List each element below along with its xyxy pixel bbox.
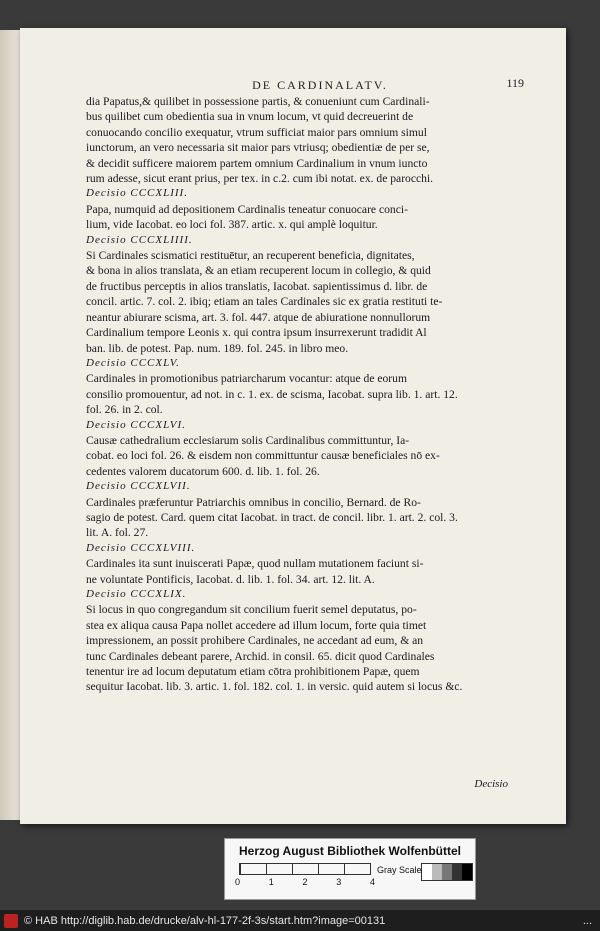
gray-swatch — [432, 864, 442, 880]
text-line: bus quilibet cum obedientia sua in vnum locum, vt quid decreuerint de — [86, 110, 414, 124]
text-line: Cardinales ita sunt inuiscerati Papæ, quod nullam mutationem faciunt si- — [86, 557, 424, 571]
text-line: lium, vide Iacobat. eo loci fol. 387. artic. x. qui amplè loquitur. — [86, 218, 378, 232]
text-line: ne voluntate Pontificis, Iacobat. d. lib. 1. fol. 34. art. 12. lit. A. — [86, 572, 375, 586]
text-line: iunctorum, an vero necessaria sit maior pars vtriusq; obedientiæ de per se, — [86, 141, 430, 155]
ruler-number: 0 — [235, 877, 241, 887]
gray-swatch — [452, 864, 462, 880]
gray-scale-label: Gray Scale — [377, 865, 422, 875]
library-label-card — [224, 838, 476, 900]
paragraph — [86, 495, 506, 541]
text-line: Cardinales in promotionibus patriarcharum vocantur: atque de eorum — [86, 372, 407, 386]
hab-logo-icon — [4, 914, 18, 928]
text-line: Si Cardinales scismatici restituētur, an recuperent beneficia, dignitates, — [86, 249, 415, 263]
text-line: impressionem, an possit prohibere Cardinales, ne accedant ad eum, & an — [86, 634, 424, 648]
gray-swatch — [442, 864, 452, 880]
previous-page-edge — [0, 30, 20, 820]
text-line: Cardinalium tempore Leonis x. qui contra ipsum insurrexerunt tradidit Al — [86, 326, 427, 340]
folio-number: 119 — [506, 76, 524, 90]
text-line: dia Papatus,& quilibet in possessione partis, & conueniunt cum Cardinali- — [86, 95, 430, 108]
page-text — [86, 94, 506, 695]
text-line: neantur abiurare scisma, art. 3. fol. 447. atque de abiuratione nonnullorum — [86, 310, 431, 324]
decisio-heading: Decisio CCCXLIII. — [86, 187, 188, 200]
paragraph — [86, 248, 506, 356]
paragraph — [86, 602, 506, 694]
running-head: DE CARDINALATV. — [252, 78, 388, 92]
library-label-title: Herzog August Bibliothek Wolfenbüttel — [239, 844, 461, 858]
gray-scale-swatches — [421, 863, 473, 881]
text-line: & bona in alios translata, & an etiam recuperent locum in collegio, & quid — [86, 264, 431, 278]
text-line: stea ex aliqua causa Papa nollet accedere ad illum locum, forte quia timet — [86, 618, 427, 632]
text-line: Papa, numquid ad depositionem Cardinalis teneatur conuocare conci- — [86, 202, 408, 216]
text-line: sequitur Iacobat. lib. 3. artic. 1. fol. 182. col. 1. in versic. quid autem si locus &c. — [86, 680, 463, 694]
text-line: sagio de potest. Card. quem citat Iacobat. in tract. de concil. libr. 1. art. 2. col. 3. — [86, 510, 458, 524]
text-line: fol. 26. in 2. col. — [86, 403, 163, 417]
text-line: ban. lib. de potest. Pap. num. 189. fol. 245. in libro meo. — [86, 341, 349, 355]
ruler-number: 1 — [268, 877, 274, 887]
text-line: consilio promouentur, ad not. in c. 1. ex. de scisma, Iacobat. supra lib. 1. art. 12. — [86, 387, 458, 401]
paragraph — [86, 94, 506, 186]
text-line: lit. A. fol. 27. — [86, 526, 149, 540]
text-line: concil. artic. 7. col. 2. ibiq; etiam an tales Cardinales sic ex gratia restituti te- — [86, 295, 443, 309]
more-options-icon[interactable]: ... — [582, 914, 592, 927]
decisio-heading: Decisio CCCXLIIII. — [86, 233, 193, 246]
paragraph — [86, 371, 506, 417]
status-bar — [0, 910, 600, 931]
paragraph — [86, 556, 506, 587]
text-line: tenentur ire ad locum deputatum etiam cōtra prohibitionem Papæ, quem — [86, 665, 420, 679]
text-line: conuocando concilio exequatur, vtrum sufficiat maior pars omnium simul — [86, 125, 427, 139]
catchword: Decisio — [474, 778, 508, 790]
text-line: & decidit sufficere maiorem partem omnium Cardinalium in vnum iuncto — [86, 156, 428, 170]
ruler-scale — [239, 863, 371, 875]
decisio-heading: Decisio CCCXLVIII. — [86, 541, 196, 554]
gray-swatch — [422, 864, 432, 880]
paragraph — [86, 433, 506, 479]
decisio-heading: Decisio CCCXLVII. — [86, 480, 191, 493]
text-line: Causæ cathedralium ecclesiarum solis Cardinalibus committuntur, Ia- — [86, 433, 410, 447]
text-line: Si locus in quo congregandum sit concilium fuerit semel deputatus, po- — [86, 603, 417, 617]
decisio-heading: Decisio CCCXLVI. — [86, 418, 186, 431]
text-line: de fructibus perceptis in alios translatis, Iacobat. sapientissimus d. libr. de — [86, 279, 428, 293]
text-line: cedentes valorem ducatorum 600. d. lib. 1. fol. 26. — [86, 464, 320, 478]
copyright-url-text[interactable]: © HAB http://diglib.hab.de/drucke/alv-hl-177-2f-3s/start.htm?image=00131 — [24, 914, 386, 927]
ruler-number: 4 — [369, 877, 375, 887]
ruler-number: 2 — [302, 877, 308, 887]
text-line: tunc Cardinales debeant parere, Archid. in consil. 65. dicit quod Cardinales — [86, 649, 435, 663]
decisio-heading: Decisio CCCXLIX. — [86, 588, 187, 600]
decisio-heading: Decisio CCCXLV. — [86, 356, 180, 369]
text-line: Cardinales præferuntur Patriarchis omnibus in concilio, Bernard. de Ro- — [86, 495, 421, 509]
book-page — [20, 28, 566, 824]
ruler-number: 3 — [336, 877, 342, 887]
paragraph — [86, 202, 506, 233]
gray-swatch — [462, 864, 472, 880]
ruler-numbers — [235, 877, 375, 887]
text-line: rum adesse, sicut erant prius, per tex. in c.2. cum ibi notat. ex. de parocchi. — [86, 172, 434, 186]
text-line: cobat. eo loci fol. 26. & eisdem non committuntur causæ beneficiales nō ex- — [86, 449, 440, 463]
